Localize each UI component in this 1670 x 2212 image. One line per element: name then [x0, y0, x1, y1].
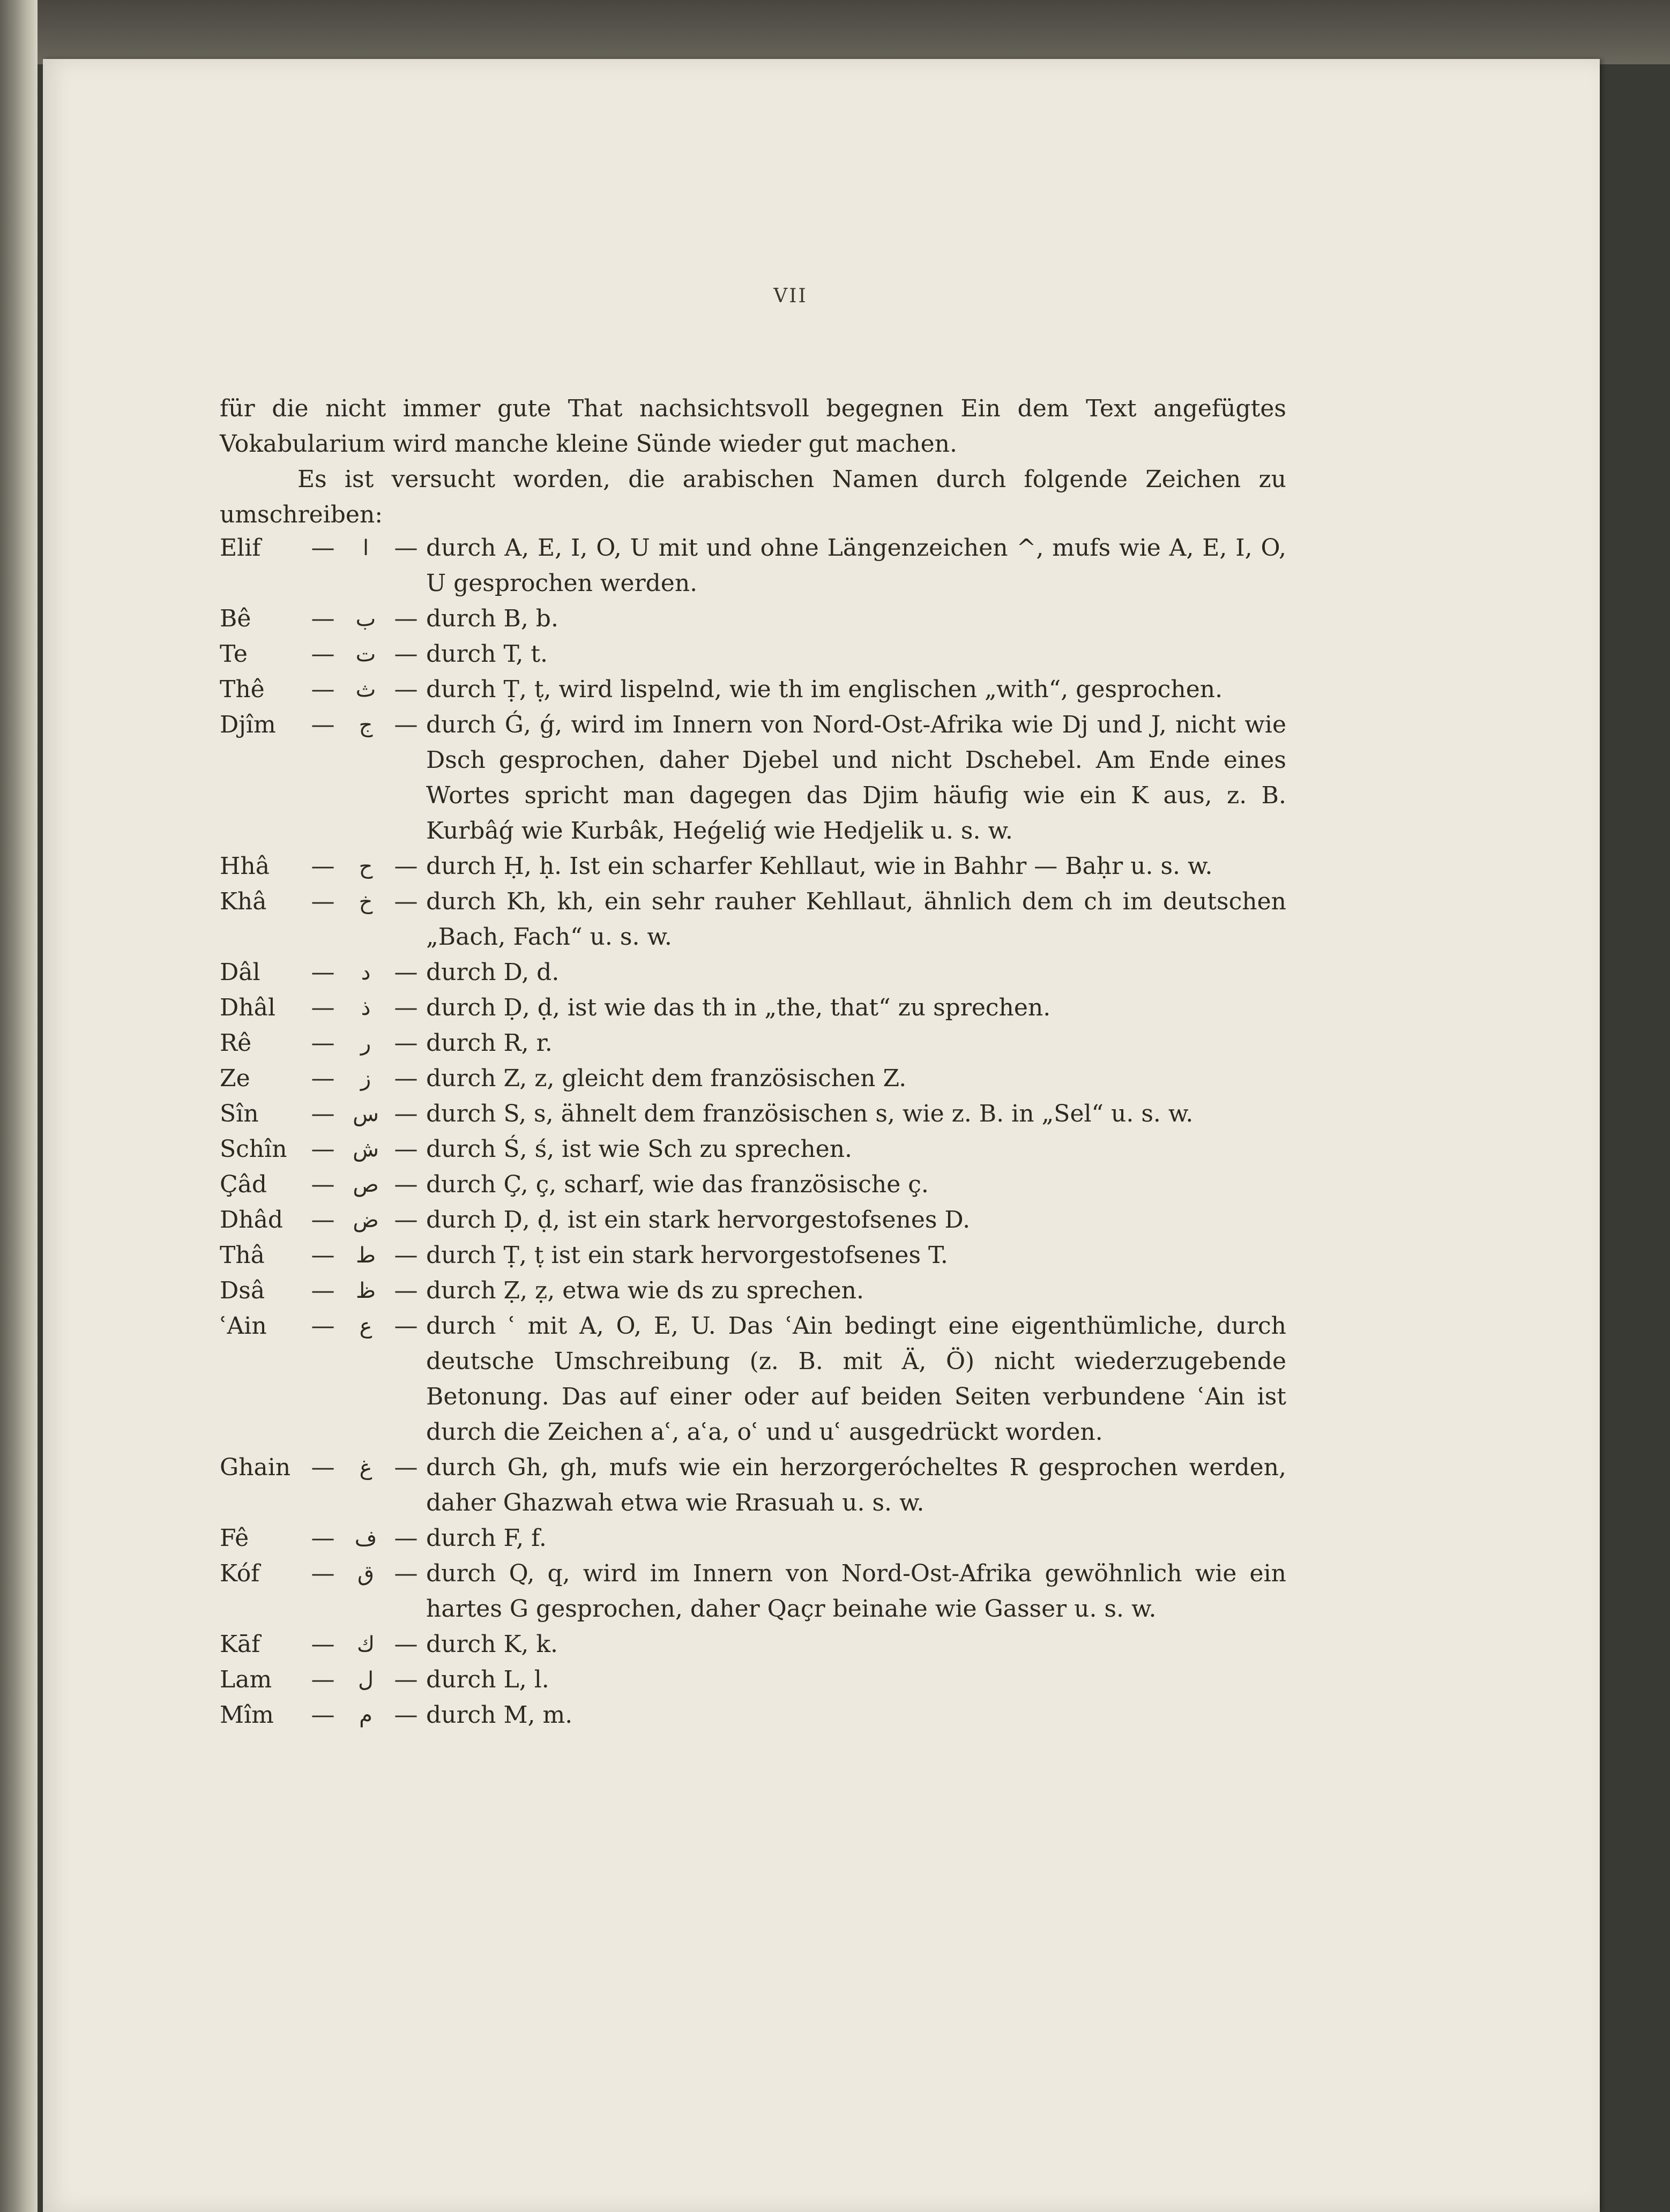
arabic-letter: ا	[362, 536, 369, 561]
letter-name: Schîn	[220, 1135, 287, 1163]
letter-description: durch Kh, kh, ein sehr rauher Kehllaut, ähnlich dem ch im deutschen „Bach, Fach“ u. s. w.	[426, 888, 1286, 951]
letter-name: Dhâd	[220, 1206, 284, 1234]
intro-paragraph: Es ist versucht worden, die arabischen Namen durch folgende Zeichen zu umschreiben:	[220, 466, 1286, 528]
transliteration-entry	[220, 1026, 1286, 1061]
letter-description: durch F, f.	[426, 1525, 547, 1552]
letter-description: durch Ǵ, ǵ, wird im Innern von Nord-Ost-Afrika wie Dj und J, nicht wie Dsch gesprochen, daher Djebel und nicht Dschebel. Am Ende eines Wortes spricht man dagegen das Djim häufig wie ein K aus, z. B. Kurbâǵ wie Kurbâk, Heǵeliǵ wie Hedjelik u. s. w.	[426, 711, 1286, 845]
transliteration-entry	[220, 1238, 1286, 1273]
letter-description: durch ʿ mit A, O, E, U. Das ʿAin bedingt eine eigenthümliche, durch deutsche Umschreibung (z. B. mit Ä, Ö) nicht wiederzugebende Betonung. Das auf einer oder auf beiden Seiten verbundene ʿAin ist durch die Zeichen aʿ, aʿa, oʿ und uʿ ausgedrückt worden.	[426, 1312, 1286, 1446]
transliteration-entry	[220, 1627, 1286, 1662]
transliteration-entry	[220, 1521, 1286, 1556]
letter-name: ʿAin	[220, 1312, 267, 1340]
arabic-letter: ش	[353, 1137, 379, 1162]
arabic-letter: ظ	[356, 1279, 376, 1303]
letter-name: Djîm	[220, 711, 276, 738]
dash-separator: —	[394, 1100, 418, 1127]
arabic-letter: ت	[355, 642, 376, 667]
transliteration-entry	[220, 1167, 1286, 1202]
letter-description: durch Gh, gh, mufs wie ein herzorgerócheltes R gesprochen werden, daher Ghazwah etwa wie Rrasuah u. s. w.	[426, 1454, 1286, 1516]
dash-separator: —	[394, 1666, 418, 1693]
letter-name: Dâl	[220, 959, 260, 986]
page-number: VII	[773, 285, 808, 307]
transliteration-entry	[220, 1202, 1286, 1238]
dash-separator: —	[394, 1242, 418, 1269]
dash-separator: —	[311, 1701, 335, 1729]
arabic-letter: ر	[360, 1031, 371, 1056]
transliteration-entry	[220, 1273, 1286, 1309]
letter-description: durch Ṭ, ṭ, wird lispelnd, wie th im englischen „with“, gesprochen.	[426, 676, 1223, 703]
letter-name: Mîm	[220, 1701, 274, 1729]
dash-separator: —	[394, 1065, 418, 1092]
arabic-letter: ح	[359, 854, 373, 879]
transliteration-entry	[220, 849, 1286, 884]
transliteration-entry	[220, 955, 1286, 990]
arabic-letter: ل	[357, 1668, 374, 1692]
dash-separator: —	[394, 1454, 418, 1481]
letter-name: Kóf	[220, 1560, 260, 1587]
arabic-letter: غ	[359, 1455, 372, 1480]
dash-separator: —	[311, 1029, 335, 1057]
arabic-letter: س	[353, 1102, 379, 1126]
dash-separator: —	[394, 888, 418, 915]
arabic-letter: ك	[357, 1632, 375, 1657]
letter-description: durch Ḥ, ḥ. Ist ein scharfer Kehllaut, wie in Bahhr — Baḥr u. s. w.	[426, 853, 1213, 880]
dash-separator: —	[394, 1135, 418, 1163]
arabic-letter: ع	[359, 1314, 372, 1339]
letter-description: durch Q, q, wird im Innern von Nord-Ost-Afrika gewöhnlich wie ein hartes G gesprochen, daher Qaçr beinahe wie Gasser u. s. w.	[426, 1560, 1286, 1623]
letter-name: Sîn	[220, 1100, 259, 1127]
dash-separator: —	[394, 1206, 418, 1234]
transliteration-list	[220, 530, 1286, 1733]
letter-name: Rê	[220, 1029, 252, 1057]
letter-description: durch L, l.	[426, 1666, 549, 1693]
transliteration-entry	[220, 637, 1286, 672]
dash-separator: —	[394, 1701, 418, 1729]
letter-description: durch Ẓ, ẓ, etwa wie ds zu sprechen.	[426, 1277, 864, 1304]
arabic-letter: ص	[353, 1172, 379, 1197]
dash-separator: —	[311, 1454, 335, 1481]
arabic-letter: م	[359, 1703, 372, 1728]
dash-separator: —	[394, 1560, 418, 1587]
dash-separator: —	[311, 1100, 335, 1127]
transliteration-entry	[220, 1662, 1286, 1698]
dash-separator: —	[311, 1525, 335, 1552]
letter-name: Thê	[220, 676, 265, 703]
letter-name: Kāf	[220, 1631, 260, 1658]
dash-separator: —	[311, 959, 335, 986]
letter-name: Te	[220, 640, 248, 668]
dash-separator: —	[394, 1312, 418, 1340]
dash-separator: —	[394, 534, 418, 562]
transliteration-entry	[220, 672, 1286, 707]
dash-separator: —	[311, 1242, 335, 1269]
dash-separator: —	[311, 676, 335, 703]
arabic-letter: ط	[356, 1243, 376, 1268]
letter-description: durch K, k.	[426, 1631, 558, 1658]
letter-description: durch Ṭ, ṭ ist ein stark hervorgestofsenes T.	[426, 1242, 948, 1269]
dash-separator: —	[311, 534, 335, 562]
letter-description: durch Z, z, gleicht dem französischen Z.	[426, 1065, 907, 1092]
dash-separator: —	[394, 605, 418, 632]
letter-name: Bê	[220, 605, 251, 632]
letter-name: Elif	[220, 534, 261, 562]
letter-name: Çâd	[220, 1171, 267, 1198]
dash-separator: —	[394, 853, 418, 880]
dash-separator: —	[311, 640, 335, 668]
transliteration-entry	[220, 601, 1286, 637]
letter-name: Ghain	[220, 1454, 291, 1481]
dash-separator: —	[394, 711, 418, 738]
arabic-letter: ق	[357, 1561, 375, 1586]
letter-description: durch Ç, ç, scharf, wie das französische ç.	[426, 1171, 929, 1198]
letter-description: durch T, t.	[426, 640, 548, 668]
transliteration-entry	[220, 1450, 1286, 1521]
transliteration-entry	[220, 884, 1286, 955]
dash-separator: —	[311, 994, 335, 1021]
letter-name: Ze	[220, 1065, 250, 1092]
letter-description: durch M, m.	[426, 1701, 573, 1729]
dash-separator: —	[311, 1631, 335, 1658]
book-spine-edge	[0, 0, 38, 2212]
letter-description: durch D, d.	[426, 959, 560, 986]
transliteration-entry	[220, 1132, 1286, 1167]
dash-separator: —	[311, 1171, 335, 1198]
intro-paragraph: für die nicht immer gute That nachsichtsvoll begegnen Ein dem Text angefügtes Vokabularium wird manche kleine Sünde wieder gut machen.	[220, 395, 1286, 458]
dash-separator: —	[311, 888, 335, 915]
letter-name: Khâ	[220, 888, 267, 915]
letter-description: durch Ḍ, ḍ, ist wie das th in „the, that“ zu sprechen.	[426, 994, 1051, 1021]
dash-separator: —	[311, 1277, 335, 1304]
arabic-letter: ض	[353, 1208, 379, 1232]
dash-separator: —	[311, 1666, 335, 1693]
arabic-letter: خ	[359, 890, 373, 914]
dash-separator: —	[394, 1029, 418, 1057]
transliteration-entry	[220, 1096, 1286, 1132]
dash-separator: —	[311, 853, 335, 880]
dash-separator: —	[394, 959, 418, 986]
dash-separator: —	[394, 1171, 418, 1198]
arabic-letter: ذ	[361, 996, 371, 1020]
letter-description: durch Ḍ, ḍ, ist ein stark hervorgestofsenes D.	[426, 1206, 971, 1234]
dash-separator: —	[311, 605, 335, 632]
letter-name: Dsâ	[220, 1277, 265, 1304]
letter-name: Dhâl	[220, 994, 275, 1021]
letter-description: durch Ś, ś, ist wie Sch zu sprechen.	[426, 1135, 853, 1163]
letter-name: Fê	[220, 1525, 249, 1552]
transliteration-entry	[220, 1061, 1286, 1096]
dash-separator: —	[311, 1312, 335, 1340]
letter-description: durch S, s, ähnelt dem französischen s, wie z. B. in „Sel“ u. s. w.	[426, 1100, 1194, 1127]
dash-separator: —	[311, 711, 335, 738]
dash-separator: —	[311, 1206, 335, 1234]
transliteration-entry	[220, 1309, 1286, 1450]
dash-separator: —	[394, 1525, 418, 1552]
letter-description: durch B, b.	[426, 605, 558, 632]
transliteration-entry	[220, 1698, 1286, 1733]
arabic-letter: ث	[355, 677, 376, 702]
dash-separator: —	[394, 676, 418, 703]
dash-separator: —	[311, 1065, 335, 1092]
intro-text	[220, 391, 1286, 533]
letter-name: Lam	[220, 1666, 272, 1693]
letter-description: durch A, E, I, O, U mit und ohne Längenzeichen ^, mufs wie A, E, I, O, U gesprochen werden.	[426, 534, 1286, 597]
dash-separator: —	[394, 1277, 418, 1304]
arabic-letter: ز	[360, 1066, 371, 1091]
dash-separator: —	[394, 640, 418, 668]
book-cover-top	[0, 0, 1670, 64]
dash-separator: —	[394, 1631, 418, 1658]
transliteration-entry	[220, 707, 1286, 849]
letter-name: Hhâ	[220, 853, 270, 880]
arabic-letter: د	[361, 960, 371, 985]
transliteration-entry	[220, 530, 1286, 601]
transliteration-entry	[220, 990, 1286, 1026]
dash-separator: —	[311, 1135, 335, 1163]
arabic-letter: ف	[354, 1526, 377, 1551]
arabic-letter: ج	[359, 713, 373, 737]
dash-separator: —	[394, 994, 418, 1021]
letter-name: Thâ	[220, 1242, 265, 1269]
letter-description: durch R, r.	[426, 1029, 553, 1057]
dash-separator: —	[311, 1560, 335, 1587]
arabic-letter: ب	[355, 607, 376, 631]
transliteration-entry	[220, 1556, 1286, 1627]
